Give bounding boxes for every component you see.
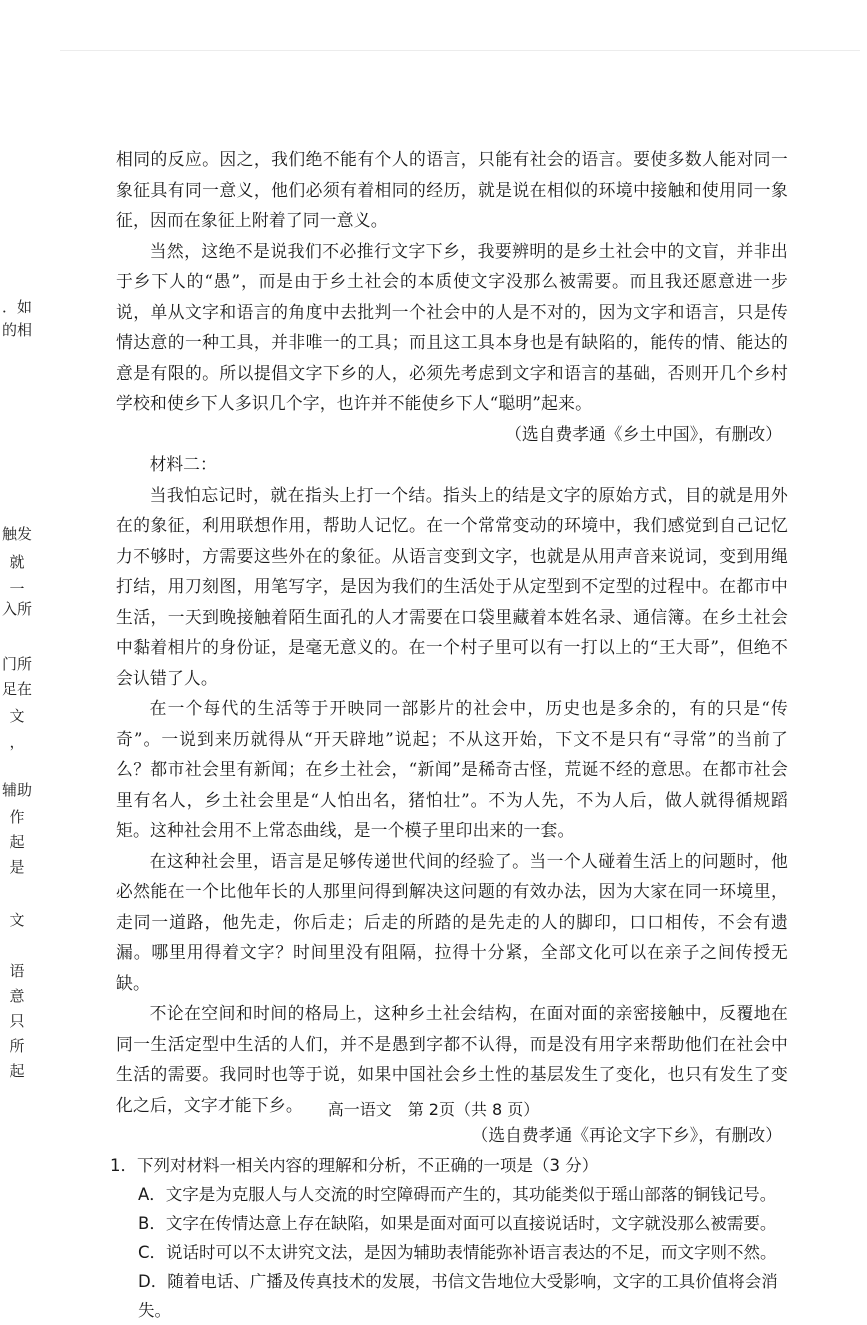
margin-fragment: 意 [9, 987, 25, 1005]
option-b: B．文字在传情达意上存在缺陷，如果是面对面可以直接说话时，文字就没那么被需要。 [138, 1213, 777, 1233]
margin-fragment: 入所 [1, 600, 32, 618]
margin-fragment: 辅助 [1, 781, 32, 799]
margin-fragment: 文 [9, 707, 25, 725]
source-citation: （选自费孝通《再论文字下乡》，有删改） [471, 1125, 782, 1145]
material-label: 材料二： [149, 454, 217, 474]
paragraph: 在一个每代的生活等于开映同一部影片的社会中，历史也是多余的，有的只是“传奇”。一说到来历就得从“开天辟地”说起；不从这开始，下文不是只有“寻常”的当前了么？都市社会里有新闻；在乡土社会，“新闻”是稀奇古怪，荒诞不经的意思。在都市社会里有名人，乡土社会里是“人怕出名，猪怕壮”。不为人先，不为人后，做人就得循规蹈矩。这种社会用不上常态曲线，是一个模子里印出来的一套。 [116, 698, 788, 840]
option-c: C．说话时可以不太讲究文法，是因为辅助表情能弥补语言表达的不足，而文字则不然。 [138, 1242, 777, 1262]
margin-fragment: 是 [9, 858, 25, 876]
margin-fragment: 的相 [1, 321, 32, 339]
paragraph: 当然，这绝不是说我们不必推行文字下乡，我要辨明的是乡土社会中的文盲，并非出于乡下人的“愚”，而是由于乡土社会的本质使文字没那么被需要。而且我还愿意进一步说，单从文字和语言的角度中去批判一个社会中的人是不对的，因为文字和语言，只是传情达意的一种工具，并非唯一的工具；而且这工具本身也是有缺陷的，能传的情、能达的意是有限的。所以提倡文字下乡的人，必须先考虑到文字和语言的基础，否则开几个乡村学校和使乡下人多识几个字，也许并不能使乡下人“聪明”起来。 [116, 240, 788, 413]
margin-fragment: 足在 [1, 680, 32, 698]
margin-fragment: 起 [9, 1062, 25, 1080]
margin-fragment: 语 [9, 962, 25, 980]
paragraph: 当我怕忘记时，就在指头上打一个结。指头上的结是文字的原始方式，目的就是用外在的象征，利用联想作用，帮助人记忆。在一个常常变动的环境中，我们感觉到自己记忆力不够时，方需要这些外在的象征。从语言变到文字，也就是从用声音来说词，变到用绳打结，用刀刻图，用笔写字，是因为我们的生活处于从定型到不定型的过程中。在都市中生活，一天到晚接触着陌生面孔的人才需要在口袋里藏着本姓名录、通信簿。在乡土社会中黏着相片的身份证，是毫无意义的。在一个村子里可以有一打以上的“王大哥”，但绝不会认错了人。 [116, 484, 788, 688]
margin-fragment: ， [9, 733, 25, 751]
margin-fragment: 所 [9, 1037, 25, 1055]
material-two [116, 449, 788, 1151]
margin-fragment: 文 [9, 911, 25, 929]
question-1 [110, 1151, 788, 1325]
page-body [110, 144, 788, 1325]
option-d: D．随着电话、广播及传真技术的发展，书信文告地位大受影响，文字的工具价值将会消失。 [138, 1271, 778, 1320]
paragraph: 不论在空间和时间的格局上，这种乡土社会结构，在面对面的亲密接触中，反覆地在同一生活定型中生活的人们，并不是愚到字都不认得，而是没有用字来帮助他们在社会中生活的需要。我同时也等于说，如果中国社会乡土性的基层发生了变化，也只有发生了变化之后，文字才能下乡。 [116, 1003, 788, 1115]
source-citation: （选自费孝通《乡土中国》，有删改） [505, 423, 782, 444]
margin-fragment: 只 [9, 1012, 25, 1030]
option-a: A．文字是为克服人与人交流的时空障碍而产生的，其功能类似于瑶山部落的铜钱记号。 [138, 1184, 777, 1204]
left-margin-bleed [0, 0, 36, 1228]
paragraph: 在这种社会里，语言是足够传递世代间的经验了。当一个人碰着生活上的问题时，他必然能在一个比他年长的人那里问得到解决这问题的有效办法，因为大家在同一环境里，走同一道路，他先走，你后走；后走的所踏的是先走的人的脚印，口口相传，不会有遗漏。哪里用得着文字？时间里没有阻隔，拉得十分紧，全部文化可以在亲子之间传授无缺。 [116, 850, 788, 993]
paragraph: 相同的反应。因之，我们绝不能有个人的语言，只能有社会的语言。要使多数人能对同一象征具有同一意义，他们必须有着相同的经历，就是说在相似的环境中接触和使用同一象征，因而在象征上附着了同一意义。 [116, 149, 788, 230]
margin-fragment: 触发 [1, 525, 32, 543]
margin-fragment: 就 [9, 553, 25, 571]
question-stem: 1．下列对材料一相关内容的理解和分析，不正确的一项是（3 分） [110, 1155, 599, 1175]
material-one [116, 144, 788, 449]
margin-fragment: 作 [9, 808, 25, 826]
page-footer: 高一语文 第 2页（共 8 页） [327, 1100, 540, 1119]
page-top-edge [60, 50, 860, 51]
margin-fragment: ．如 [1, 298, 32, 316]
margin-fragment: 门所 [1, 655, 32, 673]
margin-fragment: 起 [9, 833, 25, 851]
margin-fragment: 一 [9, 580, 25, 598]
